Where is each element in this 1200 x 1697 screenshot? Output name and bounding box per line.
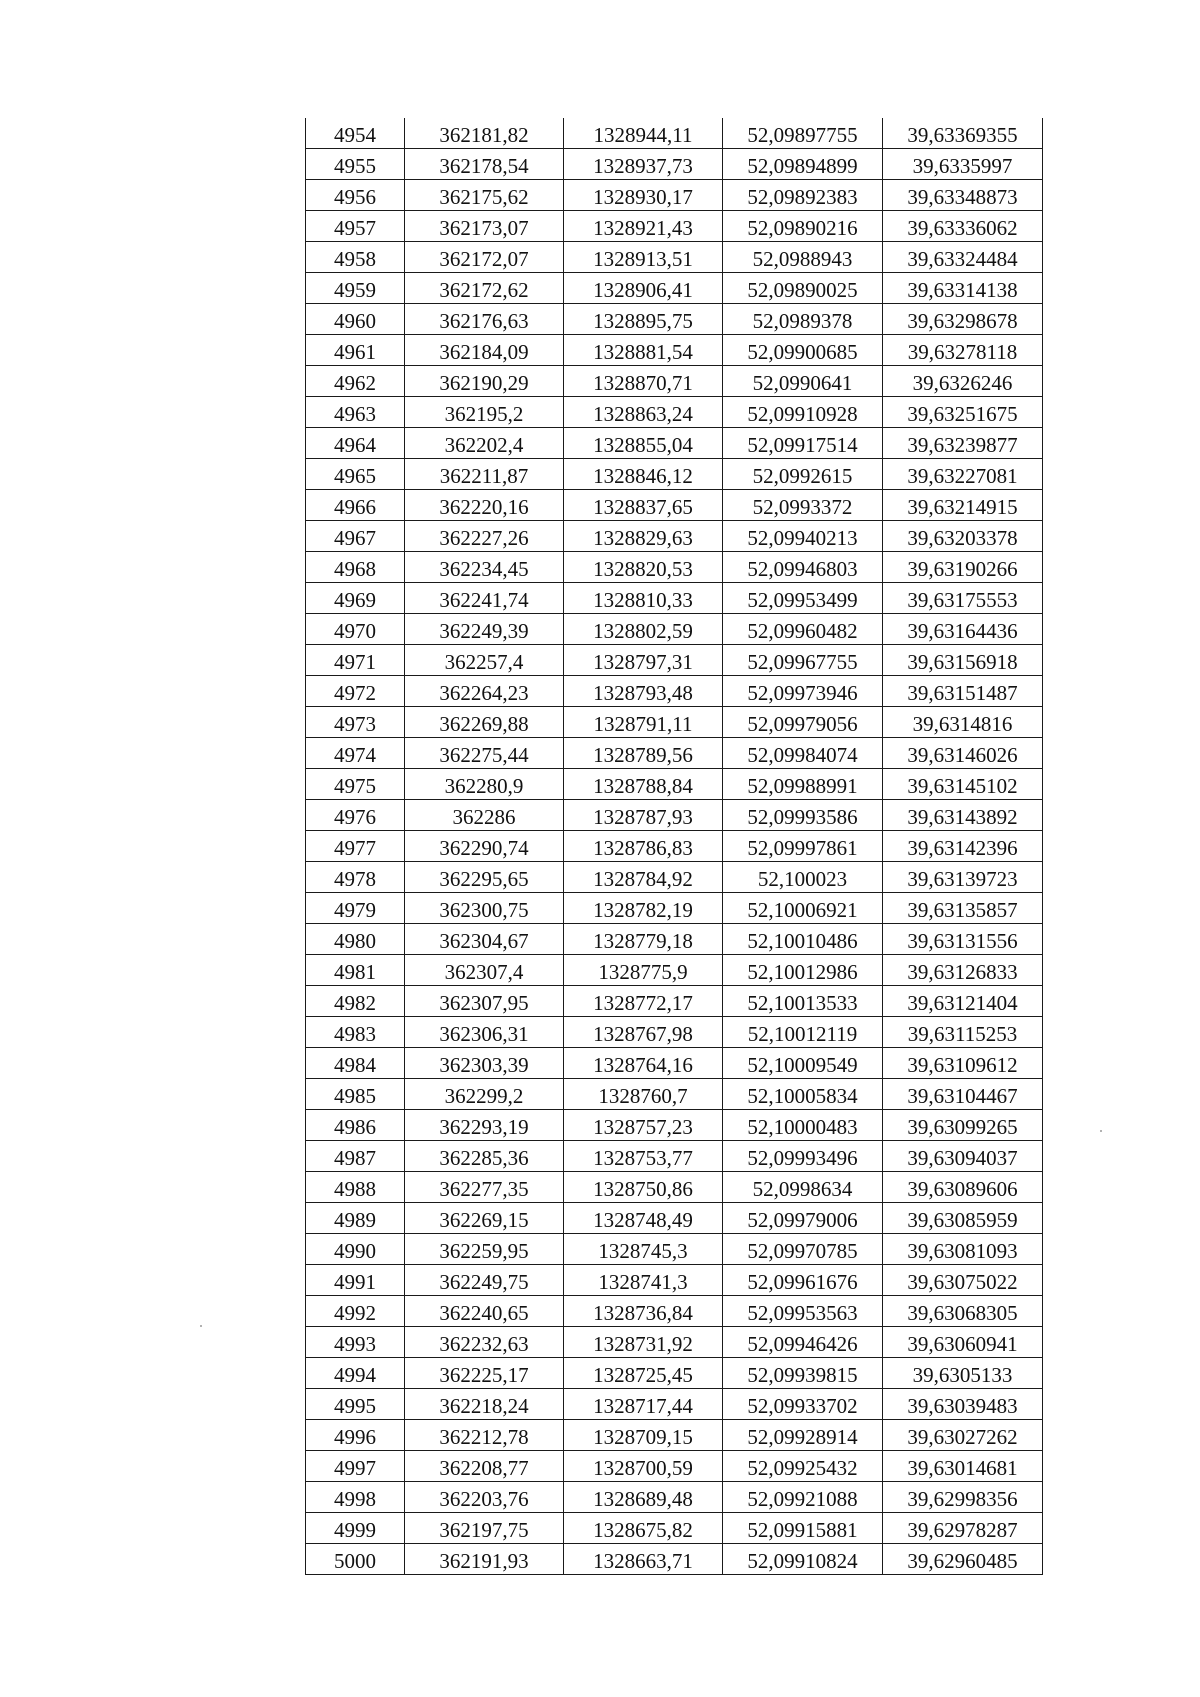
latitude-cell: 52,09915881: [723, 1513, 883, 1544]
x-coordinate-cell: 362275,44: [405, 738, 564, 769]
latitude-cell: 52,09979006: [723, 1203, 883, 1234]
point-number-cell: 4970: [306, 614, 405, 645]
point-number-cell: 4977: [306, 831, 405, 862]
longitude-cell: 39,63075022: [883, 1265, 1043, 1296]
x-coordinate-cell: 362299,2: [405, 1079, 564, 1110]
longitude-cell: 39,63324484: [883, 242, 1043, 273]
table-row: [306, 862, 1043, 893]
y-coordinate-cell: 1328863,24: [564, 397, 723, 428]
table-row: [306, 428, 1043, 459]
y-coordinate-cell: 1328689,48: [564, 1482, 723, 1513]
table-row: [306, 1389, 1043, 1420]
coordinates-table: [305, 118, 1043, 1575]
table-row: [306, 769, 1043, 800]
y-coordinate-cell: 1328767,98: [564, 1017, 723, 1048]
longitude-cell: 39,6305133: [883, 1358, 1043, 1389]
point-number-cell: 4962: [306, 366, 405, 397]
y-coordinate-cell: 1328906,41: [564, 273, 723, 304]
x-coordinate-cell: 362259,95: [405, 1234, 564, 1265]
longitude-cell: 39,62978287: [883, 1513, 1043, 1544]
point-number-cell: 4985: [306, 1079, 405, 1110]
x-coordinate-cell: 362249,75: [405, 1265, 564, 1296]
table-row: [306, 955, 1043, 986]
table-row: [306, 304, 1043, 335]
y-coordinate-cell: 1328700,59: [564, 1451, 723, 1482]
latitude-cell: 52,10009549: [723, 1048, 883, 1079]
table-row: [306, 149, 1043, 180]
y-coordinate-cell: 1328736,84: [564, 1296, 723, 1327]
latitude-cell: 52,09970785: [723, 1234, 883, 1265]
x-coordinate-cell: 362202,4: [405, 428, 564, 459]
x-coordinate-cell: 362241,74: [405, 583, 564, 614]
latitude-cell: 52,09933702: [723, 1389, 883, 1420]
y-coordinate-cell: 1328772,17: [564, 986, 723, 1017]
table-row: [306, 738, 1043, 769]
longitude-cell: 39,63121404: [883, 986, 1043, 1017]
longitude-cell: 39,63060941: [883, 1327, 1043, 1358]
y-coordinate-cell: 1328750,86: [564, 1172, 723, 1203]
y-coordinate-cell: 1328764,16: [564, 1048, 723, 1079]
point-number-cell: 4999: [306, 1513, 405, 1544]
latitude-cell: 52,09993586: [723, 800, 883, 831]
table-row: [306, 180, 1043, 211]
x-coordinate-cell: 362178,54: [405, 149, 564, 180]
y-coordinate-cell: 1328709,15: [564, 1420, 723, 1451]
table-row: [306, 1048, 1043, 1079]
point-number-cell: 4978: [306, 862, 405, 893]
x-coordinate-cell: 362191,93: [405, 1544, 564, 1575]
longitude-cell: 39,63109612: [883, 1048, 1043, 1079]
latitude-cell: 52,09993496: [723, 1141, 883, 1172]
longitude-cell: 39,63314138: [883, 273, 1043, 304]
point-number-cell: 4996: [306, 1420, 405, 1451]
latitude-cell: 52,09897755: [723, 118, 883, 149]
scan-speck: [1100, 1130, 1102, 1132]
x-coordinate-cell: 362303,39: [405, 1048, 564, 1079]
longitude-cell: 39,63203378: [883, 521, 1043, 552]
y-coordinate-cell: 1328786,83: [564, 831, 723, 862]
longitude-cell: 39,63085959: [883, 1203, 1043, 1234]
x-coordinate-cell: 362173,07: [405, 211, 564, 242]
x-coordinate-cell: 362234,45: [405, 552, 564, 583]
latitude-cell: 52,09988991: [723, 769, 883, 800]
y-coordinate-cell: 1328753,77: [564, 1141, 723, 1172]
latitude-cell: 52,09917514: [723, 428, 883, 459]
longitude-cell: 39,63142396: [883, 831, 1043, 862]
coordinates-table-body: [306, 118, 1043, 1575]
latitude-cell: 52,09892383: [723, 180, 883, 211]
latitude-cell: 52,100023: [723, 862, 883, 893]
latitude-cell: 52,10000483: [723, 1110, 883, 1141]
y-coordinate-cell: 1328782,19: [564, 893, 723, 924]
x-coordinate-cell: 362225,17: [405, 1358, 564, 1389]
point-number-cell: 4971: [306, 645, 405, 676]
longitude-cell: 39,63143892: [883, 800, 1043, 831]
x-coordinate-cell: 362195,2: [405, 397, 564, 428]
point-number-cell: 4961: [306, 335, 405, 366]
point-number-cell: 4991: [306, 1265, 405, 1296]
table-row: [306, 397, 1043, 428]
point-number-cell: 4982: [306, 986, 405, 1017]
table-row: [306, 335, 1043, 366]
table-row: [306, 893, 1043, 924]
table-row: [306, 366, 1043, 397]
y-coordinate-cell: 1328787,93: [564, 800, 723, 831]
longitude-cell: 39,63027262: [883, 1420, 1043, 1451]
point-number-cell: 4976: [306, 800, 405, 831]
point-number-cell: 4984: [306, 1048, 405, 1079]
point-number-cell: 4986: [306, 1110, 405, 1141]
longitude-cell: 39,62960485: [883, 1544, 1043, 1575]
y-coordinate-cell: 1328810,33: [564, 583, 723, 614]
y-coordinate-cell: 1328846,12: [564, 459, 723, 490]
point-number-cell: 4969: [306, 583, 405, 614]
latitude-cell: 52,09979056: [723, 707, 883, 738]
latitude-cell: 52,09973946: [723, 676, 883, 707]
y-coordinate-cell: 1328870,71: [564, 366, 723, 397]
y-coordinate-cell: 1328779,18: [564, 924, 723, 955]
table-row: [306, 242, 1043, 273]
table-row: [306, 707, 1043, 738]
y-coordinate-cell: 1328881,54: [564, 335, 723, 366]
y-coordinate-cell: 1328788,84: [564, 769, 723, 800]
point-number-cell: 4989: [306, 1203, 405, 1234]
x-coordinate-cell: 362172,07: [405, 242, 564, 273]
y-coordinate-cell: 1328784,92: [564, 862, 723, 893]
x-coordinate-cell: 362295,65: [405, 862, 564, 893]
x-coordinate-cell: 362212,78: [405, 1420, 564, 1451]
x-coordinate-cell: 362211,87: [405, 459, 564, 490]
x-coordinate-cell: 362172,62: [405, 273, 564, 304]
y-coordinate-cell: 1328725,45: [564, 1358, 723, 1389]
y-coordinate-cell: 1328895,75: [564, 304, 723, 335]
longitude-cell: 39,6314816: [883, 707, 1043, 738]
y-coordinate-cell: 1328793,48: [564, 676, 723, 707]
y-coordinate-cell: 1328663,71: [564, 1544, 723, 1575]
point-number-cell: 4975: [306, 769, 405, 800]
point-number-cell: 4988: [306, 1172, 405, 1203]
latitude-cell: 52,09925432: [723, 1451, 883, 1482]
point-number-cell: 4994: [306, 1358, 405, 1389]
x-coordinate-cell: 362197,75: [405, 1513, 564, 1544]
latitude-cell: 52,09890025: [723, 273, 883, 304]
table-row: [306, 521, 1043, 552]
latitude-cell: 52,10006921: [723, 893, 883, 924]
latitude-cell: 52,10005834: [723, 1079, 883, 1110]
point-number-cell: 4964: [306, 428, 405, 459]
table-row: [306, 1172, 1043, 1203]
longitude-cell: 39,6326246: [883, 366, 1043, 397]
x-coordinate-cell: 362307,4: [405, 955, 564, 986]
latitude-cell: 52,09984074: [723, 738, 883, 769]
latitude-cell: 52,09967755: [723, 645, 883, 676]
y-coordinate-cell: 1328921,43: [564, 211, 723, 242]
table-row: [306, 273, 1043, 304]
point-number-cell: 4967: [306, 521, 405, 552]
y-coordinate-cell: 1328855,04: [564, 428, 723, 459]
x-coordinate-cell: 362300,75: [405, 893, 564, 924]
latitude-cell: 52,09894899: [723, 149, 883, 180]
x-coordinate-cell: 362277,35: [405, 1172, 564, 1203]
table-row: [306, 583, 1043, 614]
point-number-cell: 4959: [306, 273, 405, 304]
latitude-cell: 52,09940213: [723, 521, 883, 552]
latitude-cell: 52,0988943: [723, 242, 883, 273]
longitude-cell: 39,63039483: [883, 1389, 1043, 1420]
x-coordinate-cell: 362190,29: [405, 366, 564, 397]
table-row: [306, 831, 1043, 862]
latitude-cell: 52,09910824: [723, 1544, 883, 1575]
table-row: [306, 1544, 1043, 1575]
table-row: [306, 1203, 1043, 1234]
y-coordinate-cell: 1328937,73: [564, 149, 723, 180]
y-coordinate-cell: 1328791,11: [564, 707, 723, 738]
longitude-cell: 39,63081093: [883, 1234, 1043, 1265]
point-number-cell: 4979: [306, 893, 405, 924]
latitude-cell: 52,10010486: [723, 924, 883, 955]
x-coordinate-cell: 362280,9: [405, 769, 564, 800]
point-number-cell: 4966: [306, 490, 405, 521]
longitude-cell: 39,63298678: [883, 304, 1043, 335]
table-row: [306, 211, 1043, 242]
x-coordinate-cell: 362220,16: [405, 490, 564, 521]
x-coordinate-cell: 362290,74: [405, 831, 564, 862]
table-row: [306, 118, 1043, 149]
y-coordinate-cell: 1328820,53: [564, 552, 723, 583]
longitude-cell: 39,63278118: [883, 335, 1043, 366]
table-row: [306, 552, 1043, 583]
table-row: [306, 459, 1043, 490]
longitude-cell: 39,63131556: [883, 924, 1043, 955]
x-coordinate-cell: 362307,95: [405, 986, 564, 1017]
longitude-cell: 39,63151487: [883, 676, 1043, 707]
latitude-cell: 52,09961676: [723, 1265, 883, 1296]
point-number-cell: 4973: [306, 707, 405, 738]
point-number-cell: 4987: [306, 1141, 405, 1172]
table-row: [306, 800, 1043, 831]
longitude-cell: 39,63094037: [883, 1141, 1043, 1172]
longitude-cell: 39,63115253: [883, 1017, 1043, 1048]
longitude-cell: 39,63190266: [883, 552, 1043, 583]
x-coordinate-cell: 362208,77: [405, 1451, 564, 1482]
table-row: [306, 1327, 1043, 1358]
x-coordinate-cell: 362269,15: [405, 1203, 564, 1234]
x-coordinate-cell: 362257,4: [405, 645, 564, 676]
point-number-cell: 4960: [306, 304, 405, 335]
x-coordinate-cell: 362203,76: [405, 1482, 564, 1513]
longitude-cell: 39,63175553: [883, 583, 1043, 614]
y-coordinate-cell: 1328741,3: [564, 1265, 723, 1296]
longitude-cell: 39,63068305: [883, 1296, 1043, 1327]
x-coordinate-cell: 362232,63: [405, 1327, 564, 1358]
point-number-cell: 4995: [306, 1389, 405, 1420]
table-row: [306, 986, 1043, 1017]
latitude-cell: 52,09946803: [723, 552, 883, 583]
longitude-cell: 39,63336062: [883, 211, 1043, 242]
latitude-cell: 52,10013533: [723, 986, 883, 1017]
x-coordinate-cell: 362264,23: [405, 676, 564, 707]
table-row: [306, 1017, 1043, 1048]
table-row: [306, 1451, 1043, 1482]
table-row: [306, 614, 1043, 645]
point-number-cell: 4990: [306, 1234, 405, 1265]
longitude-cell: 39,63014681: [883, 1451, 1043, 1482]
longitude-cell: 39,63126833: [883, 955, 1043, 986]
longitude-cell: 39,63164436: [883, 614, 1043, 645]
point-number-cell: 4972: [306, 676, 405, 707]
y-coordinate-cell: 1328748,49: [564, 1203, 723, 1234]
y-coordinate-cell: 1328757,23: [564, 1110, 723, 1141]
longitude-cell: 39,63104467: [883, 1079, 1043, 1110]
latitude-cell: 52,09953499: [723, 583, 883, 614]
table-row: [306, 1296, 1043, 1327]
point-number-cell: 4997: [306, 1451, 405, 1482]
x-coordinate-cell: 362227,26: [405, 521, 564, 552]
point-number-cell: 4983: [306, 1017, 405, 1048]
x-coordinate-cell: 362240,65: [405, 1296, 564, 1327]
table-row: [306, 1265, 1043, 1296]
longitude-cell: 39,62998356: [883, 1482, 1043, 1513]
longitude-cell: 39,63369355: [883, 118, 1043, 149]
table-row: [306, 1420, 1043, 1451]
table-row: [306, 1079, 1043, 1110]
latitude-cell: 52,0998634: [723, 1172, 883, 1203]
longitude-cell: 39,63145102: [883, 769, 1043, 800]
latitude-cell: 52,09928914: [723, 1420, 883, 1451]
y-coordinate-cell: 1328717,44: [564, 1389, 723, 1420]
point-number-cell: 5000: [306, 1544, 405, 1575]
x-coordinate-cell: 362269,88: [405, 707, 564, 738]
point-number-cell: 4974: [306, 738, 405, 769]
x-coordinate-cell: 362286: [405, 800, 564, 831]
table-row: [306, 645, 1043, 676]
point-number-cell: 4992: [306, 1296, 405, 1327]
x-coordinate-cell: 362304,67: [405, 924, 564, 955]
y-coordinate-cell: 1328745,3: [564, 1234, 723, 1265]
latitude-cell: 52,09890216: [723, 211, 883, 242]
latitude-cell: 52,09960482: [723, 614, 883, 645]
scan-speck: [200, 1325, 202, 1327]
latitude-cell: 52,09939815: [723, 1358, 883, 1389]
table-row: [306, 924, 1043, 955]
longitude-cell: 39,63239877: [883, 428, 1043, 459]
latitude-cell: 52,0992615: [723, 459, 883, 490]
table-row: [306, 1234, 1043, 1265]
x-coordinate-cell: 362184,09: [405, 335, 564, 366]
latitude-cell: 52,09910928: [723, 397, 883, 428]
table-row: [306, 1482, 1043, 1513]
y-coordinate-cell: 1328760,7: [564, 1079, 723, 1110]
point-number-cell: 4968: [306, 552, 405, 583]
point-number-cell: 4956: [306, 180, 405, 211]
table-row: [306, 1358, 1043, 1389]
point-number-cell: 4957: [306, 211, 405, 242]
y-coordinate-cell: 1328837,65: [564, 490, 723, 521]
point-number-cell: 4993: [306, 1327, 405, 1358]
table-row: [306, 1141, 1043, 1172]
y-coordinate-cell: 1328797,31: [564, 645, 723, 676]
y-coordinate-cell: 1328731,92: [564, 1327, 723, 1358]
x-coordinate-cell: 362293,19: [405, 1110, 564, 1141]
longitude-cell: 39,63089606: [883, 1172, 1043, 1203]
longitude-cell: 39,63251675: [883, 397, 1043, 428]
point-number-cell: 4954: [306, 118, 405, 149]
latitude-cell: 52,10012986: [723, 955, 883, 986]
point-number-cell: 4965: [306, 459, 405, 490]
latitude-cell: 52,0989378: [723, 304, 883, 335]
longitude-cell: 39,63099265: [883, 1110, 1043, 1141]
table-row: [306, 490, 1043, 521]
point-number-cell: 4980: [306, 924, 405, 955]
latitude-cell: 52,09953563: [723, 1296, 883, 1327]
longitude-cell: 39,63156918: [883, 645, 1043, 676]
latitude-cell: 52,09921088: [723, 1482, 883, 1513]
point-number-cell: 4963: [306, 397, 405, 428]
latitude-cell: 52,09946426: [723, 1327, 883, 1358]
longitude-cell: 39,63227081: [883, 459, 1043, 490]
latitude-cell: 52,0993372: [723, 490, 883, 521]
x-coordinate-cell: 362175,62: [405, 180, 564, 211]
y-coordinate-cell: 1328913,51: [564, 242, 723, 273]
longitude-cell: 39,63146026: [883, 738, 1043, 769]
x-coordinate-cell: 362285,36: [405, 1141, 564, 1172]
y-coordinate-cell: 1328775,9: [564, 955, 723, 986]
longitude-cell: 39,63135857: [883, 893, 1043, 924]
x-coordinate-cell: 362176,63: [405, 304, 564, 335]
point-number-cell: 4998: [306, 1482, 405, 1513]
point-number-cell: 4981: [306, 955, 405, 986]
y-coordinate-cell: 1328789,56: [564, 738, 723, 769]
latitude-cell: 52,09900685: [723, 335, 883, 366]
point-number-cell: 4958: [306, 242, 405, 273]
latitude-cell: 52,10012119: [723, 1017, 883, 1048]
table-row: [306, 1110, 1043, 1141]
y-coordinate-cell: 1328944,11: [564, 118, 723, 149]
longitude-cell: 39,63348873: [883, 180, 1043, 211]
y-coordinate-cell: 1328675,82: [564, 1513, 723, 1544]
y-coordinate-cell: 1328802,59: [564, 614, 723, 645]
x-coordinate-cell: 362181,82: [405, 118, 564, 149]
longitude-cell: 39,63214915: [883, 490, 1043, 521]
x-coordinate-cell: 362249,39: [405, 614, 564, 645]
table-row: [306, 1513, 1043, 1544]
x-coordinate-cell: 362218,24: [405, 1389, 564, 1420]
latitude-cell: 52,09997861: [723, 831, 883, 862]
y-coordinate-cell: 1328930,17: [564, 180, 723, 211]
x-coordinate-cell: 362306,31: [405, 1017, 564, 1048]
table-row: [306, 676, 1043, 707]
longitude-cell: 39,63139723: [883, 862, 1043, 893]
y-coordinate-cell: 1328829,63: [564, 521, 723, 552]
longitude-cell: 39,6335997: [883, 149, 1043, 180]
latitude-cell: 52,0990641: [723, 366, 883, 397]
point-number-cell: 4955: [306, 149, 405, 180]
